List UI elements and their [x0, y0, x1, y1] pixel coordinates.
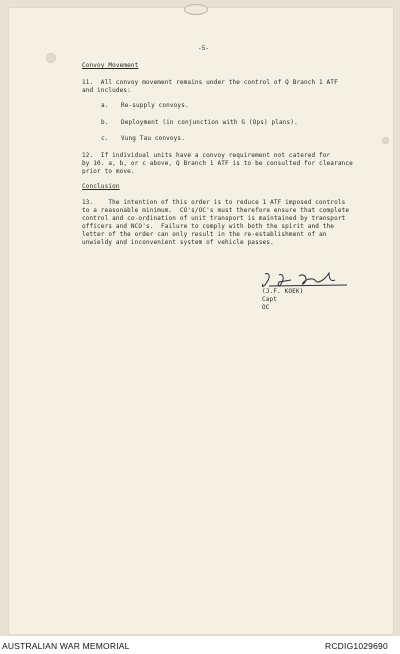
- item-a-label: a.: [101, 102, 109, 109]
- para-11-line-2: and includes:: [82, 87, 131, 94]
- para-12-line-1: 12. If individual units have a convoy requirement not catered for: [82, 152, 331, 159]
- conclusion-heading: Conclusion: [82, 183, 120, 190]
- item-c-label: c.: [101, 135, 109, 142]
- signatory-rank: Capt: [262, 296, 278, 303]
- footer-record-id: RCDIG1029690: [325, 641, 388, 651]
- paper-clip-mark: [184, 4, 208, 15]
- item-b-label: b.: [101, 119, 109, 126]
- punch-hole-right: [382, 137, 389, 144]
- page-number: -5-: [198, 45, 210, 52]
- item-b-text: Deployment (in conjunction with G (Ops) plans).: [121, 119, 298, 126]
- para-13-line-1: 13. The intention of this order is to reduce 1 ATF imposed controls: [82, 199, 346, 206]
- item-a-text: Re-supply convoys.: [121, 102, 189, 109]
- item-c-text: Vung Tau convoys.: [121, 135, 185, 142]
- footer-institution: AUSTRALIAN WAR MEMORIAL: [2, 641, 130, 651]
- para-13-line-2: to a reasonable minimum. CO's/OC's must therefore ensure that complete: [82, 207, 350, 214]
- signatory-appointment: OC: [262, 304, 270, 311]
- para-12-line-2: by 10. a, b, or c above, Q Branch 1 ATF is to be consulted for clearance: [82, 160, 353, 167]
- punch-hole: [46, 53, 56, 63]
- para-12-line-3: prior to move.: [82, 168, 135, 175]
- para-13-line-3: control and co-ordination of unit transport is maintained by transport: [82, 215, 346, 222]
- para-13-line-6: unwieldy and inconvenient system of vehicle passes.: [82, 239, 274, 246]
- signatory-name: (J.F. KOEK): [262, 288, 304, 295]
- para-13-line-5: letter of the order can only result in the re-establishment of an: [82, 231, 327, 238]
- convoy-movement-heading: Convoy Movement: [82, 62, 139, 69]
- document-page: [9, 8, 393, 634]
- para-11-line-1: 11. All convoy movement remains under the control of Q Branch 1 ATF: [82, 79, 338, 86]
- para-13-line-4: officers and NCO's. Failure to comply with both the spirit and the: [82, 223, 335, 230]
